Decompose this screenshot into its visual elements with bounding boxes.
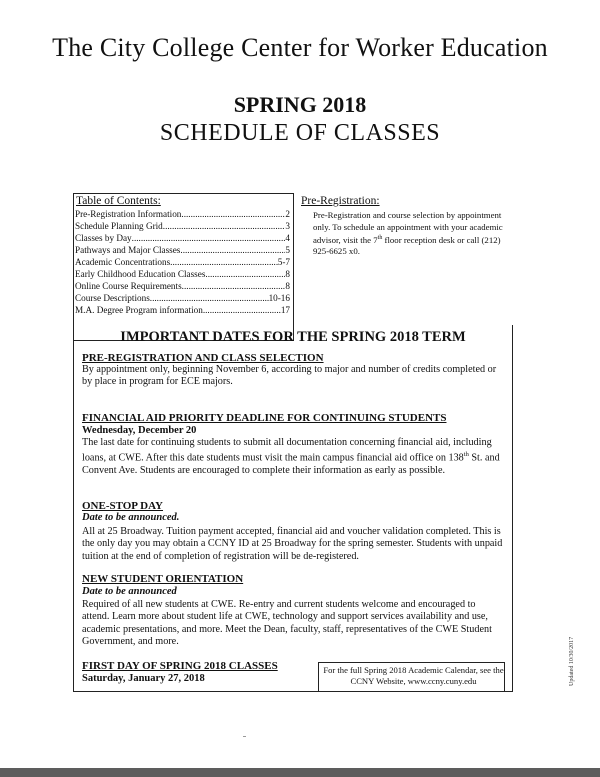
toc-item: Online Course Requirements ..... 8 [75,280,290,292]
toc-item: M.A. Degree Program information ..... 17 [75,304,290,316]
toc-title: Table of Contents: [76,195,161,207]
calendar-note: For the full Spring 2018 Academic Calendar, see the CCNY Website, www.ccny.cuny.edu [323,665,504,686]
orientation-heading: NEW STUDENT ORIENTATION [82,573,244,585]
updated-stamp: Updated 10/30/2017 [569,636,575,686]
scan-edge [0,768,600,777]
toc-item: Pathways and Major Classes ..... 5 [75,244,290,256]
toc-item: Classes by Day ..... 4 [75,232,290,244]
important-dates-title: IMPORTANT DATES FOR THE SPRING 2018 TERM [120,329,466,345]
prereg-heading: PRE-REGISTRATION AND CLASS SELECTION [82,352,324,364]
prereg-text: Pre-Registration and course selection by appointment only. To schedule an appointment with your academic advisor, visit the 7th floor reception desk or call (212) 925-6625 x0. [313,210,503,257]
toc-item: Pre-Registration Information ..... 2 [75,208,290,220]
scan-mark [243,736,246,737]
toc-item: Early Childhood Education Classes ..... 8 [75,268,290,280]
finaid-date: Wednesday, December 20 [82,425,197,436]
onestop-heading: ONE-STOP DAY [82,500,163,512]
toc-item: Academic Concentrations ..... 5-7 [75,256,290,268]
toc-item: Schedule Planning Grid ..... 3 [75,220,290,232]
first-day-date: Saturday, January 27, 2018 [82,673,205,684]
onestop-body: All at 25 Broadway. Tuition payment accepted, financial aid and voucher validation completed. This is the only day you may obtain a CCNY ID at 25 Broadway for the spring semester. Students with unpaid tuition at the end of completion of registration will be de-registered. [82,526,503,562]
prereg-body: By appointment only, beginning November 6, according to major and number of credits completed or by place in program for ECE majors. [82,364,497,388]
first-day-heading: FIRST DAY OF SPRING 2018 CLASSES [82,660,278,672]
onestop-date: Date to be announced. [82,512,180,523]
toc-item: Course Descriptions ..... 10-16 [75,292,290,304]
prereg-title: Pre-Registration: [301,195,380,207]
orientation-body: Required of all new students at CWE. Re-entry and current students welcome and encouraged to attend. Learn more about student life at CWE, technology and support services availability and use, academic presentations, and more. Meet the Dean, faculty, staff, representatives of the CWE Student Government, and more. [82,599,492,648]
orientation-date: Date to be announced [82,586,177,597]
college-name: The City College Center for Worker Education [52,33,548,62]
schedule-title: SCHEDULE OF CLASSES [159,120,441,146]
finaid-body: The last date for continuing students to submit all documentation concerning financial aid, including loans, at CWE. After this date students must visit the main campus financial aid office on 138th St. and Convent Ave. Students are encouraged to complete their information as early as possible. [82,437,500,477]
term-title: SPRING 2018 [233,92,367,117]
finaid-heading: FINANCIAL AID PRIORITY DEADLINE FOR CONTINUING STUDENTS [82,412,447,424]
